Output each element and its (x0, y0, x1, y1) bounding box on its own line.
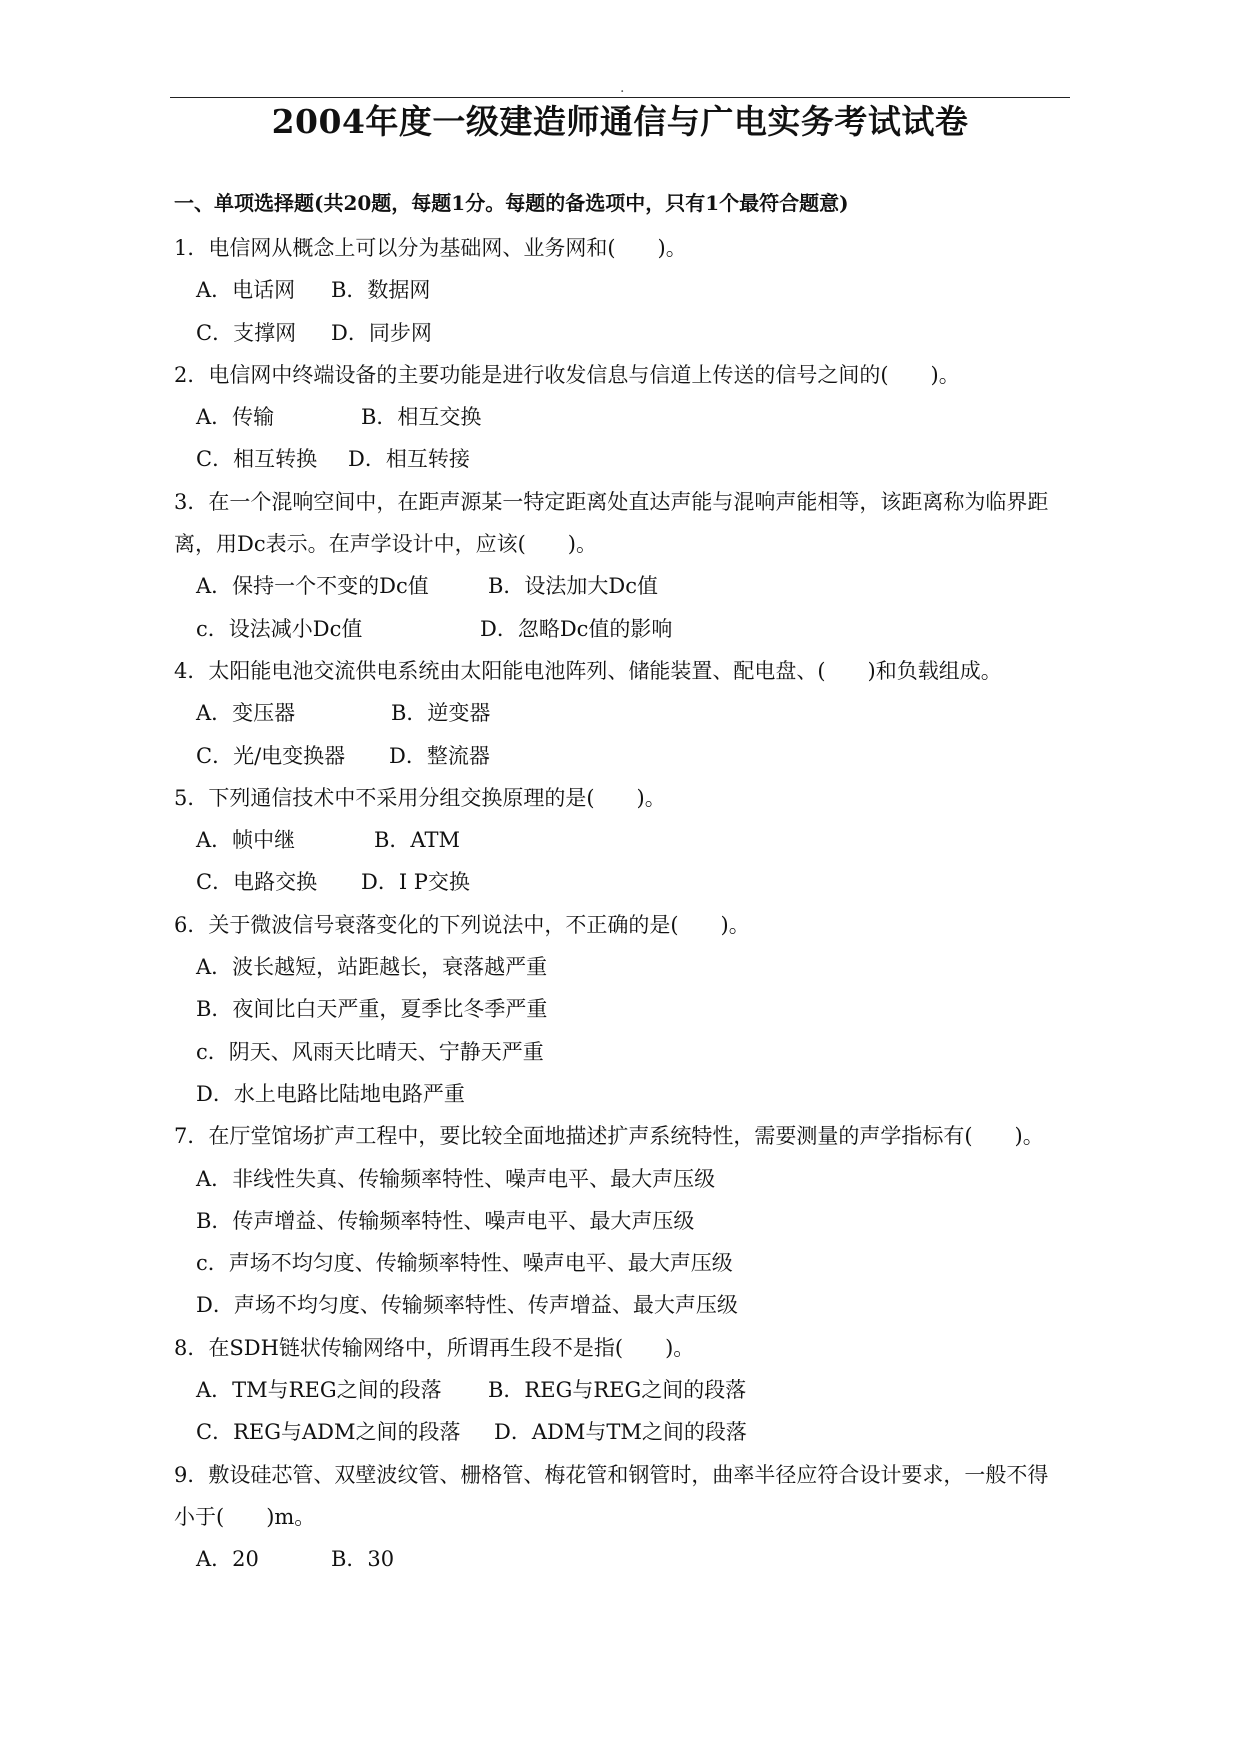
option-a: A．保持一个不变的Dc值 (196, 574, 429, 599)
section-heading: 一、单项选择题(共20题，每题1分。每题的备选项中，只有1个最符合题意) (174, 191, 849, 215)
page-title: 2004年度一级建造师通信与广电实务考试试卷 (271, 102, 969, 141)
options-row (174, 269, 1074, 311)
option-c: c．阴天、风雨天比晴天、宁静天严重 (196, 1039, 544, 1064)
question-3-cont: 离，用Dc表示。在声学设计中，应该( )。 (174, 532, 597, 557)
options-row (174, 692, 1074, 734)
option-a: A．20 (196, 1547, 259, 1572)
option-c: C．支撑网 (196, 320, 297, 345)
options-row (174, 438, 1074, 480)
option-b: B．30 (331, 1547, 395, 1572)
options-row (174, 861, 1074, 903)
option-c: C．电路交换 (196, 870, 318, 895)
option-b: B．传声增益、传输频率特性、噪声电平、最大声压级 (196, 1208, 695, 1233)
question-3: 3．在一个混响空间中，在距声源某一特定距离处直达声能与混响声能相等，该距离称为临界距 (174, 489, 1049, 514)
header-rule (170, 97, 1070, 98)
header-dot: . (620, 80, 625, 96)
options-row (174, 1369, 1074, 1411)
options-row (174, 819, 1074, 861)
question-list (174, 227, 1074, 1581)
options-row (174, 1411, 1074, 1453)
option-b: B．相互交换 (361, 405, 482, 430)
question-1: 1．电信网从概念上可以分为基础网、业务网和( )。 (174, 236, 687, 260)
options-row (174, 735, 1074, 777)
option-d: D．相互转接 (348, 447, 470, 472)
option-c: C．相互转换 (196, 447, 318, 472)
question-7: 7．在厅堂馆场扩声工程中，要比较全面地描述扩声系统特性，需要测量的声学指标有( )。 (174, 1124, 1044, 1149)
option-d: D．整流器 (389, 743, 490, 768)
option-b: B．夜间比白天严重，夏季比冬季严重 (196, 997, 548, 1022)
option-b: B．ATM (374, 828, 460, 853)
option-d: D．声场不均匀度、传输频率特性、传声增益、最大声压级 (196, 1293, 738, 1318)
options-row (174, 608, 1074, 650)
option-a: A．非线性失真、传输频率特性、噪声电平、最大声压级 (196, 1166, 716, 1191)
option-b: B．数据网 (331, 278, 431, 303)
option-a: A．波长越短，站距越长，衰落越严重 (196, 955, 548, 980)
question-6: 6．关于微波信号衰落变化的下列说法中，不正确的是( )。 (174, 912, 750, 937)
option-b: B．设法加大Dc值 (488, 574, 659, 599)
options-row (174, 565, 1074, 607)
question-8: 8．在SDH链状传输网络中，所谓再生段不是指( )。 (174, 1335, 695, 1360)
option-a: A．电话网 (196, 278, 296, 303)
option-d: D．忽略Dc值的影响 (480, 616, 673, 641)
options-row (174, 396, 1074, 438)
option-a: A．传输 (196, 405, 275, 430)
option-d: D．ADM与TM之间的段落 (494, 1420, 747, 1445)
question-5: 5．下列通信技术中不采用分组交换原理的是( )。 (174, 785, 666, 810)
option-b: B．逆变器 (391, 701, 491, 726)
question-4: 4．太阳能电池交流供电系统由太阳能电池阵列、储能装置、配电盘、( )和负载组成。 (174, 658, 1002, 683)
option-c: C．光/电变换器 (196, 743, 346, 768)
option-c: C．REG与ADM之间的段落 (196, 1420, 461, 1445)
option-b: B．REG与REG之间的段落 (488, 1378, 747, 1403)
question-2: 2．电信网中终端设备的主要功能是进行收发信息与信道上传送的信号之间的( )。 (174, 362, 960, 387)
option-c: c．设法减小Dc值 (196, 616, 363, 641)
question-9: 9．敷设硅芯管、双壁波纹管、栅格管、梅花管和钢管时，曲率半径应符合设计要求，一般不得 (174, 1462, 1049, 1487)
option-d: D．同步网 (331, 320, 432, 345)
question-9-cont: 小于( )m。 (174, 1504, 316, 1529)
option-a: A．帧中继 (196, 828, 296, 853)
options-row (174, 312, 1074, 354)
option-a: A．TM与REG之间的段落 (196, 1378, 442, 1403)
option-d: D．I P交换 (361, 870, 470, 895)
options-row (174, 1538, 1074, 1580)
option-c: c．声场不均匀度、传输频率特性、噪声电平、最大声压级 (196, 1251, 733, 1276)
option-a: A．变压器 (196, 701, 296, 726)
option-d: D．水上电路比陆地电路严重 (196, 1081, 465, 1106)
